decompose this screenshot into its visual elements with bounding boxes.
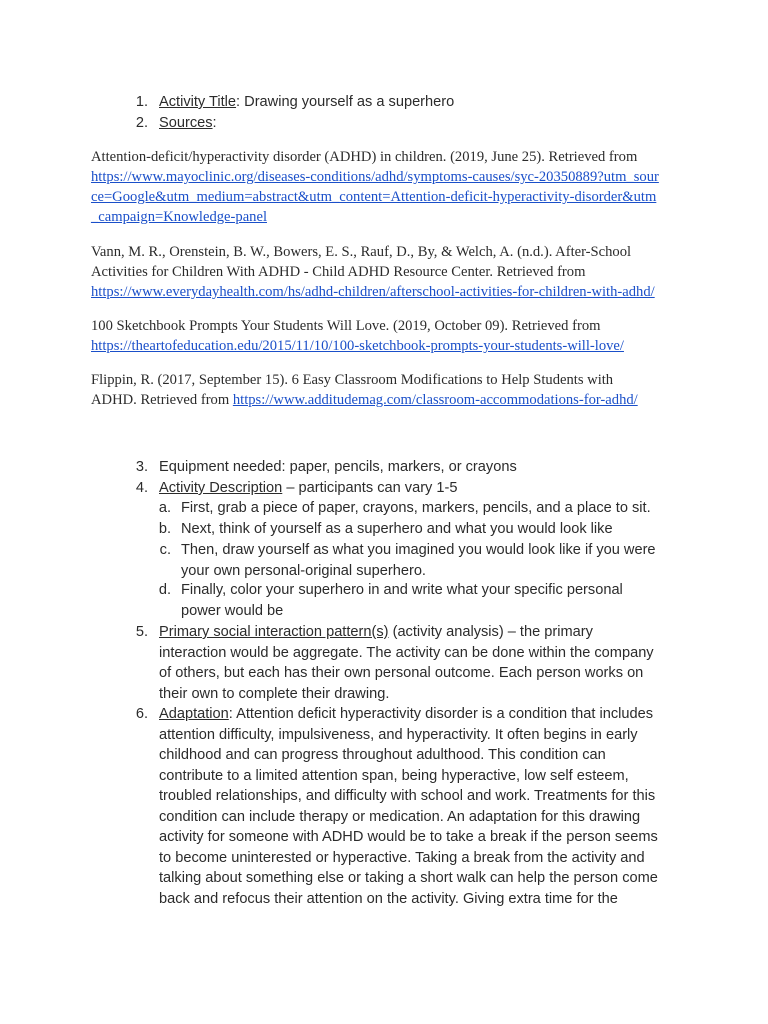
- source-link[interactable]: https://theartofeducation.edu/2015/11/10/100-sketchbook-prompts-your-students-will-love/: [91, 338, 624, 354]
- source-citation-2: Vann, M. R., Orenstein, B. W., Bowers, E. S., Rauf, D., By, & Welch, A. (n.d.). After-School Activities for Children With ADHD - Child ADHD Resource Center. Retrieved from https://www.everydayhealth.com/hs/adhd-children/afterschool-activities-for-children-with-adhd/: [91, 242, 681, 302]
- adaptation-label: Adaptation: [159, 706, 229, 722]
- source-link[interactable]: _campaign=Knowledge-panel: [91, 209, 267, 225]
- activity-title-text: : Drawing yourself as a superhero: [236, 94, 455, 110]
- list-number: 1.: [135, 94, 148, 110]
- interaction-pattern-label: Primary social interaction pattern(s): [159, 624, 389, 640]
- source-link[interactable]: https://www.everydayhealth.com/hs/adhd-children/afterschool-activities-for-children-with-adhd/: [91, 284, 655, 300]
- source-citation-1: Attention-deficit/hyperactivity disorder (ADHD) in children. (2019, June 25). Retrieved from https://www.mayoclinic.org/diseases-conditions/adhd/symptoms-causes/syc-20350889?utm_sour ce=Google&utm_medium=abstract&utm_content=Attention-deficit-hyperactivity-disorder&utm _campaign=Knowledge-panel: [91, 147, 681, 227]
- source-citation-3: 100 Sketchbook Prompts Your Students Will Love. (2019, October 09). Retrieved from https://theartofeducation.edu/2015/11/10/100-sketchbook-prompts-your-students-will-love/: [91, 316, 681, 356]
- source-link[interactable]: https://www.mayoclinic.org/diseases-conditions/adhd/symptoms-causes/syc-20350889?utm_sour: [91, 169, 659, 185]
- source-citation-4: Flippin, R. (2017, September 15). 6 Easy Classroom Modifications to Help Students with ADHD. Retrieved from https://www.additudemag.com/classroom-accommodations-for-adhd/: [91, 372, 638, 408]
- activity-title-label: Activity Title: [159, 94, 237, 110]
- source-link[interactable]: https://www.additudemag.com/classroom-accommodations-for-adhd/: [232, 392, 638, 408]
- list-number: 2.: [135, 115, 148, 131]
- sources-label: Sources: [159, 115, 213, 131]
- equipment-text: Equipment needed: paper, pencils, markers, or crayons: [159, 459, 517, 475]
- source-link[interactable]: ce=Google&utm_medium=abstract&utm_content=Attention-deficit-hyperactivity-disorder&utm: [91, 189, 657, 205]
- activity-description-label: Activity Description: [159, 480, 283, 496]
